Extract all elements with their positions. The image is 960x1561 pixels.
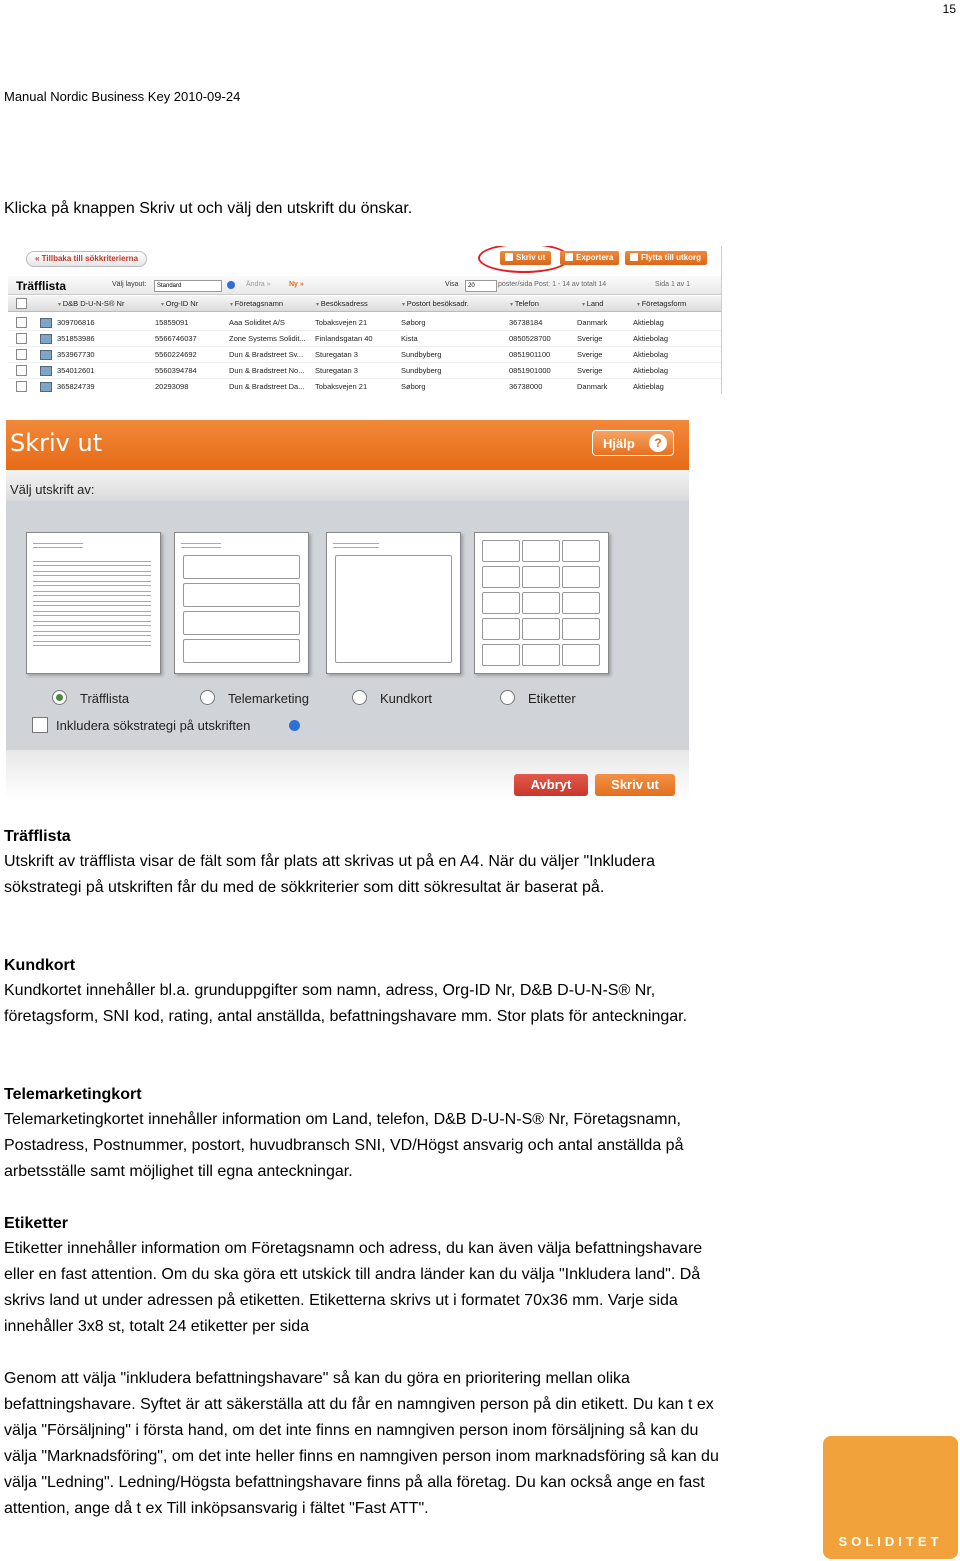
dialog-title: Skriv ut — [10, 429, 103, 457]
cell-visit-address: Sturegatan 3 — [315, 350, 358, 359]
choose-print-label: Välj utskrift av: — [10, 482, 95, 497]
cell-country: Danmark — [577, 318, 608, 327]
hitlist-thumbnail[interactable] — [26, 532, 161, 674]
question-icon: ? — [649, 434, 667, 452]
cell-visit-city: Sundbyberg — [401, 366, 442, 375]
table-row[interactable] — [8, 330, 721, 347]
column-visit-city[interactable]: ▾ Postort besöksadr. — [402, 299, 469, 308]
help-button[interactable] — [592, 430, 674, 456]
company-card-icon[interactable] — [40, 350, 52, 360]
final-paragraph: Genom att välja "inkludera befattningshavare" så kan du göra en prioritering mellan olika befattningshavare. Syftet är att säkerställa att du får en namngiven person på din etikett. Du kan t ex välja "Försäljning" i första hand, om det inte finns en namngiven person inom försäljning så kan du välja "Marknadsföring", om det inte heller finns en namngiven person inom marknadsföring så kan du välja "Ledning". Ledning/Högsta befattningshavare finns på alla företag. Du kan också ange en fast attention, ange då t ex Till inköpsansvarig i fältet "Fast ATT". — [4, 1370, 719, 1517]
logo-text: SOLIDITET — [838, 1534, 943, 1549]
show-label: Visa — [445, 281, 459, 288]
cell-company-form: Aktiebolag — [633, 366, 669, 375]
cell-visit-city: Søborg — [401, 318, 426, 327]
company-card-icon[interactable] — [40, 334, 52, 344]
page-number: 15 — [942, 2, 956, 16]
section-title: Kundkort — [4, 957, 76, 974]
column-company-form[interactable]: ▾ Företagsform — [637, 299, 686, 308]
cell-visit-city: Kista — [401, 334, 418, 343]
table-row[interactable] — [8, 346, 721, 363]
cell-company-name[interactable]: Dun & Bradstreet Da... — [229, 382, 305, 391]
help-button-label: Hjälp — [603, 436, 635, 451]
search-result-screenshot — [8, 246, 722, 394]
section-title: Telemarketingkort — [4, 1086, 142, 1103]
include-strategy-label: Inkludera sökstrategi på utskriften — [56, 718, 251, 733]
cell-org-id: 5560394784 — [155, 366, 197, 375]
print-button-label: Skriv ut — [516, 253, 546, 262]
soliditet-logo — [823, 1436, 958, 1559]
per-page-select[interactable]: 20 — [465, 280, 497, 292]
labels-radio[interactable] — [500, 690, 515, 705]
table-row[interactable] — [8, 314, 721, 331]
move-button-label: Flytta till utkorg — [641, 253, 701, 262]
page-indicator: Sida 1 av 1 — [655, 281, 691, 288]
cell-company-form: Aktiebolag — [633, 350, 669, 359]
section-labels — [4, 1212, 724, 1340]
table-row[interactable] — [8, 378, 721, 394]
cell-duns: 354012601 — [57, 366, 95, 375]
column-duns[interactable]: ▾ D&B D-U-N-S® Nr — [58, 299, 124, 308]
company-card-icon[interactable] — [40, 318, 52, 328]
column-org-id[interactable]: ▾ Org-ID Nr — [161, 299, 198, 308]
customer-card-thumbnail[interactable] — [326, 532, 461, 674]
cell-visit-address: Finlandsgatan 40 — [315, 334, 373, 343]
telemarketing-thumbnail[interactable] — [174, 532, 309, 674]
cell-visit-address: Tobaksvejen 21 — [315, 318, 368, 327]
info-icon[interactable] — [227, 281, 235, 289]
cell-duns: 365824739 — [57, 382, 95, 391]
cell-company-name[interactable]: Aaa Soliditet A/S — [229, 318, 285, 327]
labels-thumbnail[interactable] — [474, 532, 609, 674]
section-text: Telemarketingkortet innehåller information om Land, telefon, D&B D-U-N-S® Nr, Företagsnamn, Postadress, Postnummer, postort, huvudbransch SNI, VD/Högst ansvarig och antal anställda på arbetsställe samt möjlighet till egna anteckningar. — [4, 1111, 684, 1180]
document-header: Manual Nordic Business Key 2010-09-24 — [4, 89, 241, 104]
section-hitlist — [4, 825, 724, 901]
cell-country: Sverige — [577, 366, 603, 375]
change-layout-link[interactable]: Ändra » — [246, 281, 271, 288]
customer-card-radio-label: Kundkort — [380, 691, 433, 706]
section-telemarketing — [4, 1083, 724, 1185]
intro-text: Klicka på knappen Skriv ut och välj den utskrift du önskar. — [4, 200, 413, 217]
dialog-footer — [6, 750, 689, 800]
cell-country: Danmark — [577, 382, 608, 391]
print-confirm-button[interactable]: Skriv ut — [595, 774, 675, 796]
print-button[interactable] — [500, 251, 551, 265]
cancel-button[interactable]: Avbryt — [514, 774, 588, 796]
cell-phone: 0851901000 — [509, 366, 551, 375]
info-icon[interactable] — [289, 720, 300, 731]
section-title: Etiketter — [4, 1215, 69, 1232]
column-visit-address[interactable]: ▾ Besöksadress — [316, 299, 368, 308]
cell-duns: 351853986 — [57, 334, 95, 343]
telemarketing-radio[interactable] — [200, 690, 215, 705]
export-button[interactable] — [560, 251, 619, 265]
hitlist-radio[interactable] — [52, 690, 67, 705]
export-icon — [565, 253, 573, 261]
row-checkbox[interactable] — [16, 333, 27, 344]
column-header-row — [8, 296, 721, 312]
cell-visit-city: Søborg — [401, 382, 426, 391]
post-count: poster/sida Post: 1 - 14 av totalt 14 — [498, 281, 607, 288]
section-final — [4, 1366, 724, 1522]
cell-duns: 353967730 — [57, 350, 95, 359]
dialog-body — [6, 470, 689, 750]
cell-phone: 0850528700 — [509, 334, 551, 343]
labels-radio-label: Etiketter — [528, 691, 576, 706]
table-row[interactable] — [8, 362, 721, 379]
select-all-checkbox[interactable] — [16, 298, 27, 309]
cell-org-id: 5566746037 — [155, 334, 197, 343]
row-checkbox[interactable] — [16, 381, 27, 392]
column-country[interactable]: ▾ Land — [582, 299, 603, 308]
section-customer-card — [4, 954, 724, 1030]
cell-company-form: Aktiebolag — [633, 334, 669, 343]
cell-phone: 0851901100 — [509, 350, 551, 359]
outbox-icon — [630, 253, 638, 261]
cell-org-id: 15859091 — [155, 318, 189, 327]
hitlist-radio-label: Träfflista — [80, 691, 130, 706]
row-checkbox[interactable] — [16, 317, 27, 328]
export-button-label: Exportera — [576, 253, 614, 262]
column-phone[interactable]: ▾ Telefon — [510, 299, 539, 308]
cell-org-id: 5560224692 — [155, 350, 197, 359]
cell-company-name[interactable]: Dun & Bradstreet Sv... — [229, 350, 304, 359]
layout-label: Välj layout: — [112, 281, 147, 288]
cell-org-id: 20293098 — [155, 382, 189, 391]
company-card-icon[interactable] — [40, 382, 52, 392]
section-text: Etiketter innehåller information om Företagsnamn och adress, du kan även välja befattningshavare eller en fast attention. Om du ska göra ett utskick till andra länder kan du välja "Inkludera land". Då skrivs land ut under adressen på etiketten. Etiketterna skrivs ut i formatet 70x36 mm. Varje sida innehåller 3x8 st, totalt 24 etiketter per sida — [4, 1240, 703, 1335]
new-layout-link[interactable]: Ny » — [289, 281, 304, 288]
back-to-criteria-button[interactable]: « Tillbaka till sökkriterierna — [26, 251, 147, 267]
dialog-title-bar — [6, 420, 689, 470]
cell-visit-address: Tobaksvejen 21 — [315, 382, 368, 391]
row-checkbox[interactable] — [16, 349, 27, 360]
customer-card-radio[interactable] — [352, 690, 367, 705]
cell-country: Sverige — [577, 350, 603, 359]
cell-phone: 36738184 — [509, 318, 543, 327]
company-card-icon[interactable] — [40, 366, 52, 376]
cell-phone: 36738000 — [509, 382, 543, 391]
include-strategy-checkbox[interactable] — [32, 717, 48, 733]
section-title: Träfflista — [4, 828, 71, 845]
cell-company-name[interactable]: Dun & Bradstreet No... — [229, 366, 305, 375]
row-checkbox[interactable] — [16, 365, 27, 376]
section-text: Utskrift av träfflista visar de fält som får plats att skrivas ut på en A4. När du väljer "Inkludera sökstrategi på utskriften får du med de sökkriterier som ditt sökresultat är baserat på. — [4, 853, 655, 896]
move-to-outbox-button[interactable] — [625, 251, 707, 265]
column-company-name[interactable]: ▾ Företagsnamn — [230, 299, 283, 308]
cell-duns: 309706816 — [57, 318, 95, 327]
cell-company-name[interactable]: Zone Systems Solidit... — [229, 334, 306, 343]
print-dialog-screenshot — [6, 420, 689, 800]
cell-company-form: Aktieblag — [633, 318, 664, 327]
layout-select[interactable]: Standard — [154, 280, 222, 292]
cell-company-form: Aktieblag — [633, 382, 664, 391]
cell-visit-city: Sundbyberg — [401, 350, 442, 359]
cell-visit-address: Sturegatan 3 — [315, 366, 358, 375]
cell-country: Sverige — [577, 334, 603, 343]
section-text: Kundkortet innehåller bl.a. grunduppgifter som namn, adress, Org-ID Nr, D&B D-U-N-S® Nr, företagsform, SNI kod, rating, antal anställda, befattningshavare mm. Stor plats för anteckningar. — [4, 982, 688, 1025]
telemarketing-radio-label: Telemarketing — [228, 691, 309, 706]
list-title: Träfflista — [16, 279, 67, 293]
list-header — [8, 276, 721, 295]
printer-icon — [505, 253, 513, 261]
